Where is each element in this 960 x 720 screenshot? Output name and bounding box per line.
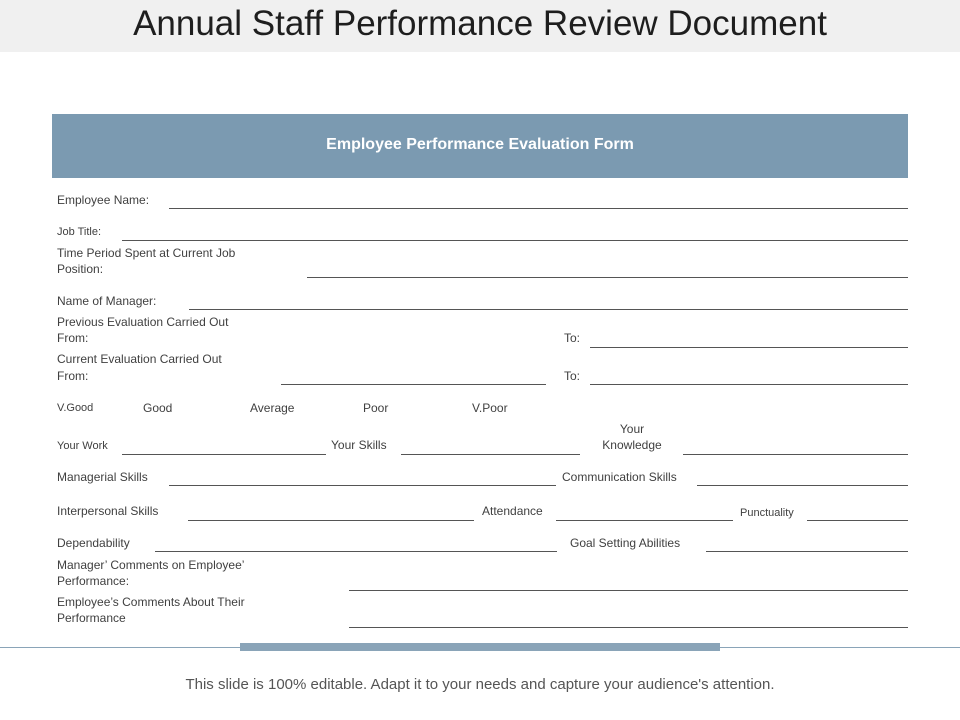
curr-eval-to-label: To: — [564, 369, 581, 383]
goal-setting-field[interactable] — [706, 551, 908, 552]
communication-skills-label: Communication Skills — [562, 470, 677, 484]
rating-vpoor: V.Poor — [472, 401, 508, 415]
prev-eval-to-field[interactable] — [590, 347, 908, 348]
employee-comments-label-line1: Employee’s Comments About Their — [57, 595, 245, 609]
your-knowledge-label-line1: Your — [619, 422, 645, 436]
employee-name-field[interactable] — [169, 208, 908, 209]
time-period-label-line2: Position: — [57, 262, 104, 276]
your-skills-label: Your Skills — [331, 438, 387, 452]
manager-comments-label-line1: Manager’ Comments on Employee’ — [57, 558, 245, 572]
curr-eval-from-field[interactable] — [281, 384, 546, 385]
rating-poor: Poor — [363, 401, 389, 415]
your-work-field[interactable] — [122, 454, 326, 455]
prev-eval-label-line2: From: — [57, 331, 89, 345]
manager-comments-label-line2: Performance: — [57, 574, 130, 588]
employee-comments-field[interactable] — [349, 627, 908, 628]
your-knowledge-field[interactable] — [683, 454, 908, 455]
rating-average: Average — [250, 401, 295, 415]
managerial-skills-label: Managerial Skills — [57, 470, 148, 484]
interpersonal-skills-label: Interpersonal Skills — [57, 504, 159, 518]
punctuality-field[interactable] — [807, 520, 908, 521]
dependability-label: Dependability — [57, 536, 130, 550]
prev-eval-label-line1: Previous Evaluation Carried Out — [57, 315, 229, 329]
your-work-label: Your Work — [57, 440, 108, 452]
form-heading: Employee Performance Evaluation Form — [326, 136, 634, 153]
time-period-label-line1: Time Period Spent at Current Job — [57, 246, 236, 260]
employee-name-label: Employee Name: — [57, 193, 150, 207]
employee-comments-label-line2: Performance — [57, 611, 126, 625]
job-title-label: Job Title: — [57, 226, 102, 238]
manager-name-label: Name of Manager: — [57, 294, 157, 308]
punctuality-label: Punctuality — [740, 507, 794, 519]
managerial-skills-field[interactable] — [169, 485, 556, 486]
interpersonal-skills-field[interactable] — [188, 520, 474, 521]
your-knowledge-label-line2: Knowledge — [602, 438, 662, 452]
curr-eval-label-line1: Current Evaluation Carried Out — [57, 352, 222, 366]
job-title-field[interactable] — [122, 240, 908, 241]
communication-skills-field[interactable] — [697, 485, 908, 486]
page-title: Annual Staff Performance Review Document — [133, 4, 827, 43]
attendance-field[interactable] — [556, 520, 733, 521]
rating-vgood: V.Good — [57, 402, 94, 414]
footer-note: This slide is 100% editable. Adapt it to your needs and capture your audience's attention. — [185, 676, 775, 693]
curr-eval-label-line2: From: — [57, 369, 89, 383]
bottom-accent-bar — [240, 643, 720, 651]
manager-name-field[interactable] — [189, 309, 908, 310]
time-period-field[interactable] — [307, 277, 908, 278]
your-skills-field[interactable] — [401, 454, 580, 455]
manager-comments-field[interactable] — [349, 590, 908, 591]
goal-setting-label: Goal Setting Abilities — [570, 536, 681, 550]
rating-good: Good — [143, 401, 173, 415]
prev-eval-to-label: To: — [564, 331, 581, 345]
curr-eval-to-field[interactable] — [590, 384, 908, 385]
dependability-field[interactable] — [155, 551, 557, 552]
form-header — [52, 114, 908, 178]
attendance-label: Attendance — [482, 504, 543, 518]
